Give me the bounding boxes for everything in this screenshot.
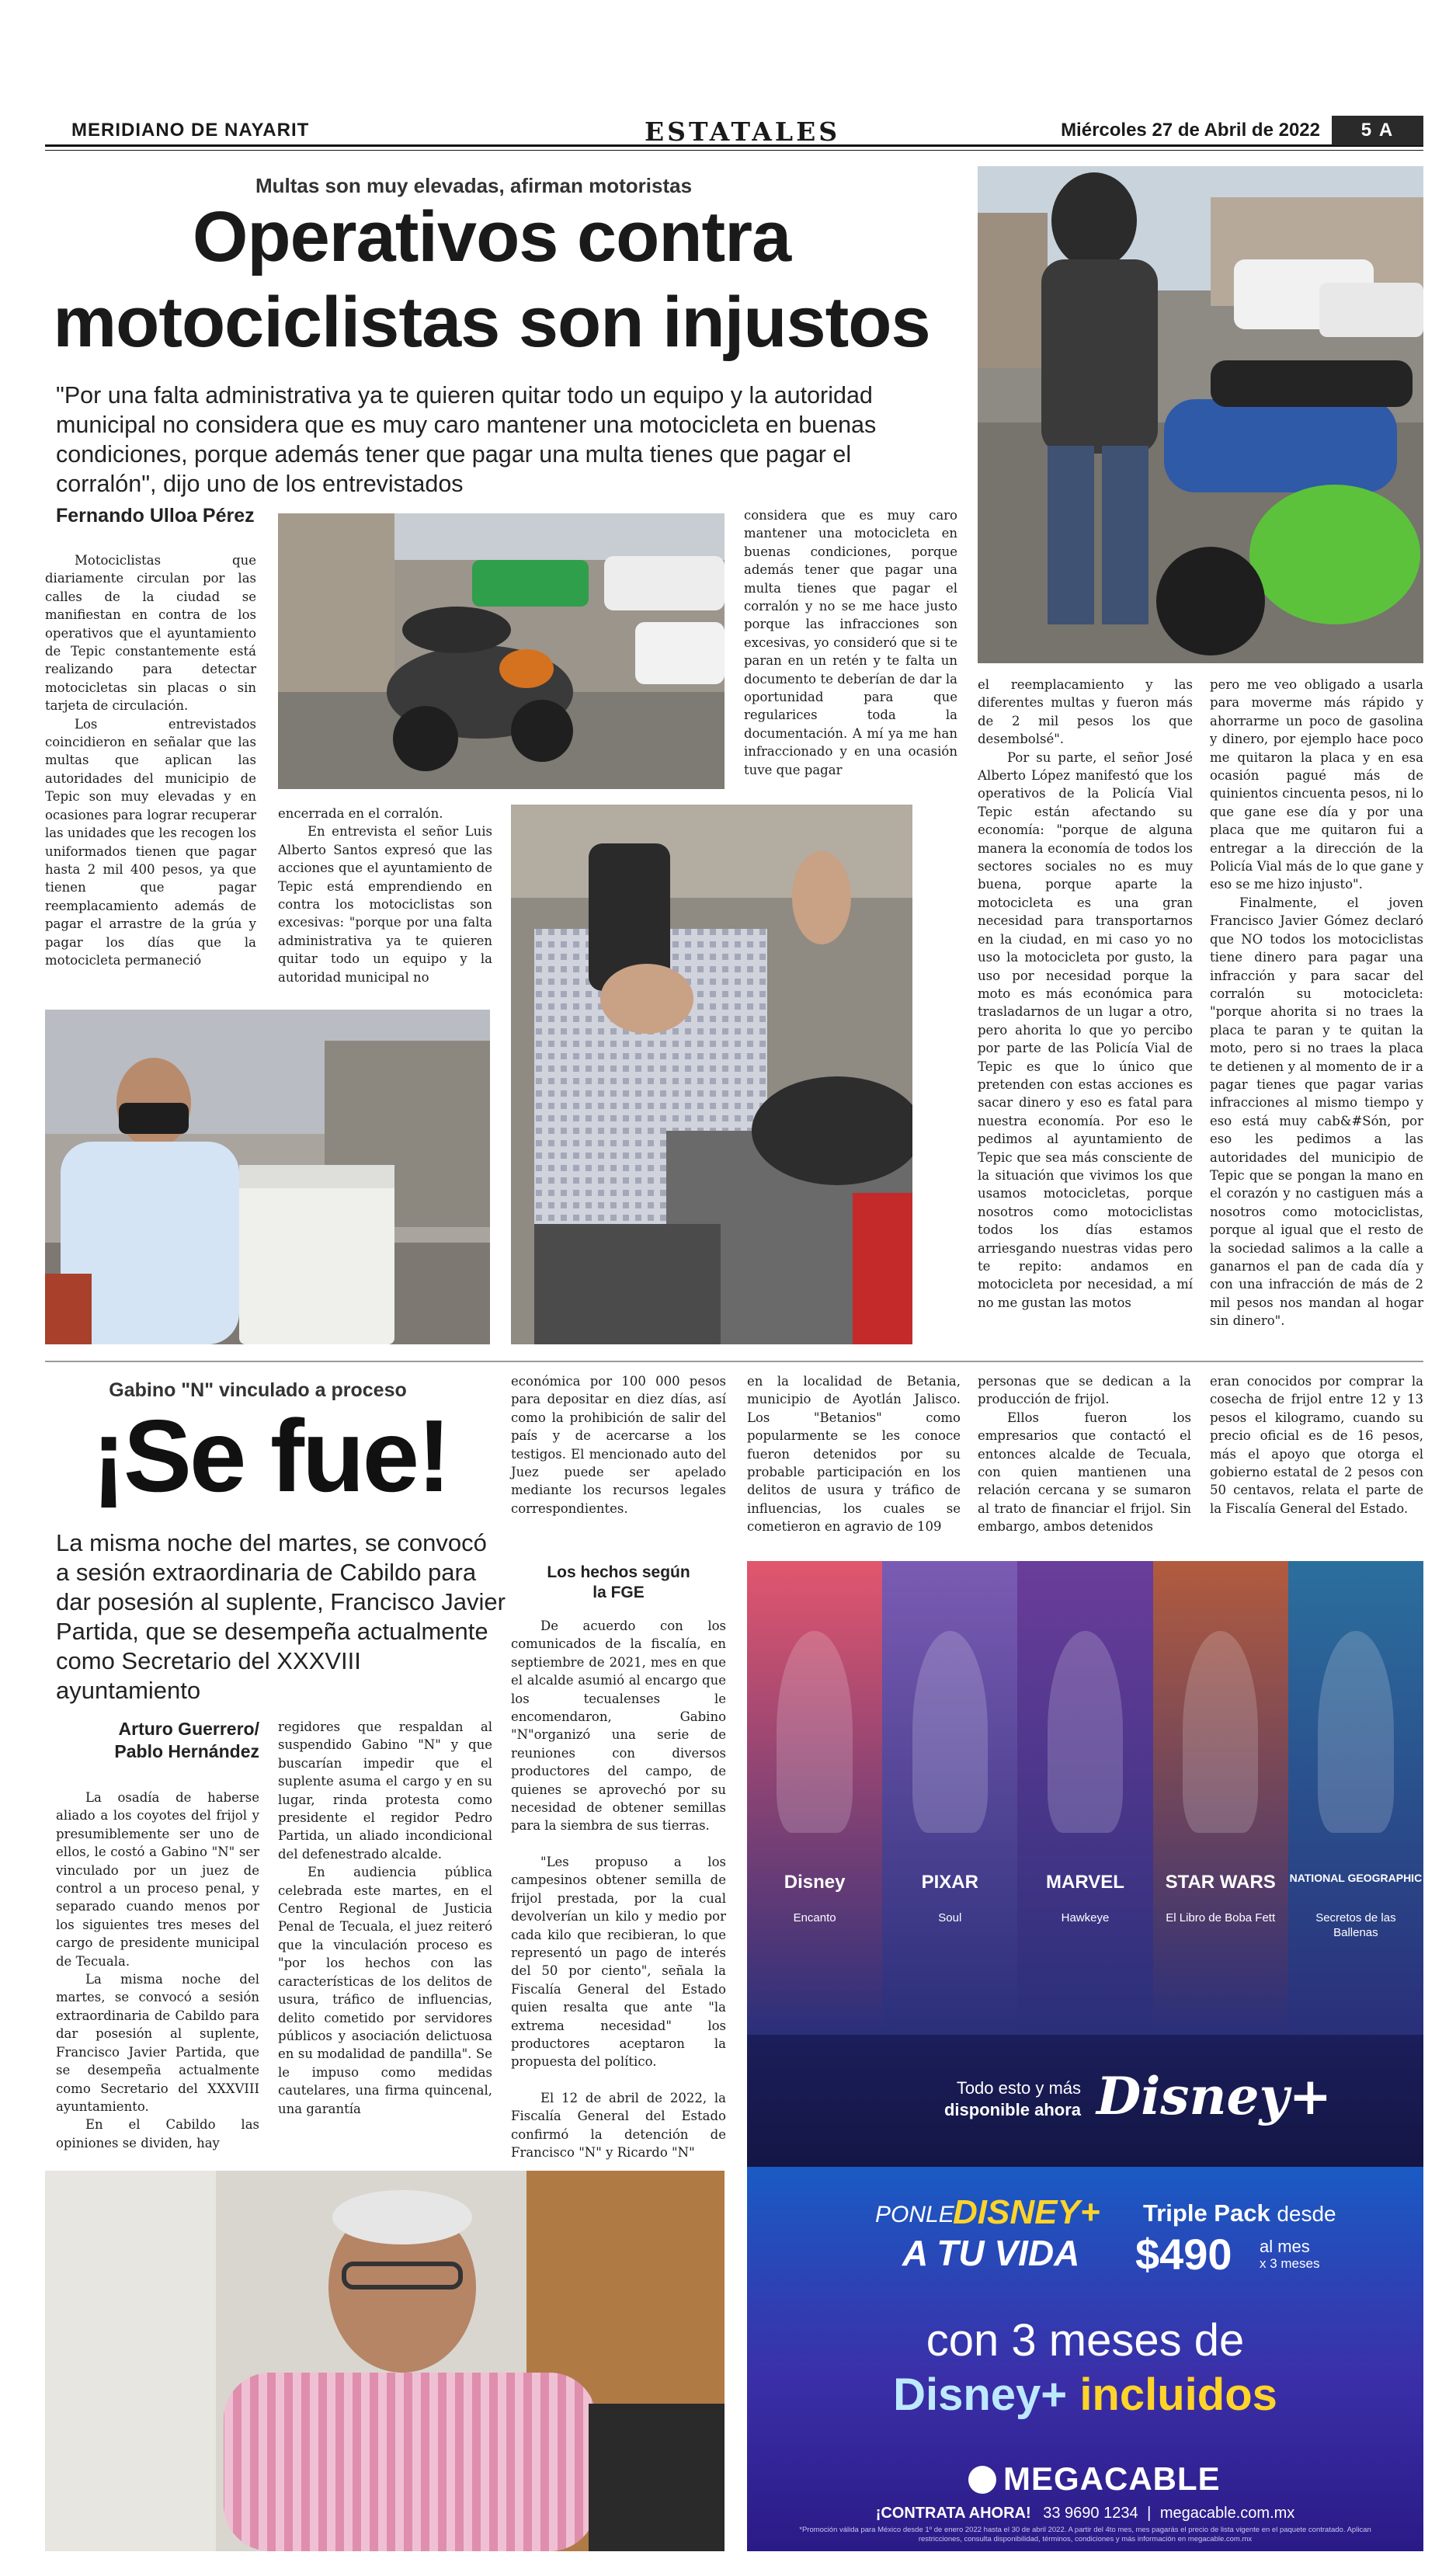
story1-column-1 — [45, 551, 256, 969]
story1-column-4 — [978, 676, 1193, 1312]
story2-subhead — [511, 1563, 726, 1603]
ad-incluidos-line — [747, 2369, 1423, 2421]
ad-brand-panel — [747, 1561, 882, 2035]
ad-character-figure — [912, 1631, 989, 1833]
story2-col1-paragraph: La osadía de haberse aliado a los coyotes del frijol y presumiblemente ser uno de ellos, le costó a Gabino "N" ser vinculado por un juez de control a un proceso penal, y separado cuando menos por los siguientes tres meses del cargo de presidente municipal de Tecuala. — [56, 1790, 259, 1969]
story-divider — [45, 1361, 1423, 1362]
story1-col1-paragraph: Los entrevistados coincidieron en señalar que las multas que aplican las autoridades del municipio de Tepic son muy elevadas y en ocasiones para lograr recuperar las unidades que les recogen los uniformados tienen que pagar hasta 2 mil 400 pesos, ya que tienen que pagar reemplacamiento además de pagar el arrastre de la grúa y pagar los días que la motocicleta permaneció — [45, 716, 256, 968]
ad-brand-panel — [882, 1561, 1017, 2035]
story2-col4-paragraph: en la localidad de Betania, municipio de Ayotlán Jalisco. Los "Betanios" como popularmente se les conoce fueron detenidos por su probable participación en los delitos de usura y tráfico de influencias, los cuales se cometieron en agravio de 109 — [747, 1374, 961, 1535]
ad-disneyplus-logo: Disney+ — [1096, 2066, 1333, 2126]
ad-brand-panel — [1153, 1561, 1288, 2035]
ad-movie-panel — [747, 1561, 1423, 2035]
story2-col3-paragraph: De acuerdo con los comunicados de la fiscalía, en septiembre de 2021, mes en que el alcalde asumió al encargo que los tecualenses le encomendaron, Gabino "N"organizó una serie de reuniones con diversos productores del campo, de quienes se aprovechó por su necesidad de obtener semillas para la siembra de sus tierras. — [511, 1618, 726, 1834]
story2-column-6 — [1210, 1372, 1423, 1518]
ad-phone[interactable]: 33 9690 1234 — [1043, 2505, 1138, 2522]
story1-col2-paragraph: En entrevista el señor Luis Alberto Santos expresó que las acciones que el ayuntamiento de Tepic está emprendiendo en contra los motociclistas son excesivas: "porque por una falta administrativa ya te quieren quitar todo un equipo y la autoridad municipal no — [278, 824, 492, 985]
story1-col4-paragraph: el reemplacamiento y las diferentes multas y fueron más de 2 mil pesos los que desembolsé". — [978, 677, 1193, 747]
ad-times: x 3 meses — [1260, 2256, 1320, 2271]
page-number: 5 A — [1332, 116, 1423, 145]
photo-parked-motorcycles — [278, 513, 725, 789]
photo-motorcyclist-helmet — [978, 166, 1423, 663]
story2-column-2 — [278, 1718, 492, 2118]
story2-deck: La misma noche del martes, se convocó a sesión extraordinaria de Cabildo para dar posesión al suplente, Francisco Javier Partida, que se desempeña actualmente como Secretario del XXXVIII ayuntamiento — [56, 1529, 506, 1704]
ad-fineprint: *Promoción válida para México desde 1º de enero 2022 hasta el 30 de abril 2022. A partir del 4to mes, mes pagarás el precio de lista vigente en el paquete contratado. Aplican restricciones, consulta disponibilidad, términos, condiciones y más información en megacable.com.mx — [799, 2526, 1371, 2543]
ad-disneyplus-band — [747, 2035, 1423, 2167]
story1-deck: "Por una falta administrativa ya te quieren quitar todo un equipo y la autoridad municipal no considera que es muy caro mantener una motocicleta en buenas condiciones, porque además tener que pagar una multa tienes que pagar el corralón", dijo uno de los entrevistados — [56, 382, 877, 497]
photo-man-with-cooler — [45, 1010, 490, 1344]
story1-byline: Fernando Ulloa Pérez — [56, 505, 255, 527]
story2-col2-paragraph: regidores que respaldan al suspendido Gabino "N" y que buscarían impedir que el suplente asuma el cargo y en su lugar, rinda protesta como presidente el regidor Pedro Partida, un aliado incondicional del defenestrado alcalde. — [278, 1719, 492, 1862]
ad-brand-title: El Libro de Boba Fett — [1166, 1911, 1276, 1924]
story1-col1-paragraph: Motociclistas que diariamente circulan por las calles de la ciudad se manifiestan en contra de los operativos que el ayuntamiento de Tepic constantemente está realizando para detectar motocicletas sin placas o sin tarjeta de circulación. — [45, 553, 256, 714]
ad-brand-title: Secretos de las Ballenas — [1315, 1911, 1396, 1939]
story2-col1-paragraph: En el Cabildo las opiniones se dividen, hay — [56, 2117, 259, 2150]
megacable-logo-icon — [968, 2466, 996, 2494]
ad-offer-panel — [747, 2167, 1423, 2551]
story2-column-1 — [56, 1789, 259, 2152]
ad-incluidos-brand: Disney+ — [893, 2370, 1068, 2420]
story1-column-5 — [1210, 676, 1423, 1330]
story1-col5-paragraph: pero me veo obligado a usarla para moverme más rápido y ahorrarme un poco de gasolina y dinero, por ejemplo hace poco me quitaron la placa y en esa ocasión pagué más de quinientos cincuenta pesos, ni lo que gane ese día y por una placa que me quitaron fui a entregar a la dirección de la Policía Vial más de lo que gane y eso se me hizo injusto". — [1210, 677, 1423, 892]
ad-megacable: MEGACABLE — [1003, 2460, 1221, 2497]
story2-column-3 — [511, 1372, 726, 1518]
ad-triple-pack — [1143, 2199, 1336, 2227]
ad-brand-logo: NATIONAL GEOGRAPHIC — [1289, 1872, 1423, 1884]
ad-brand-logo: STAR WARS — [1165, 1872, 1276, 1893]
story2-col3-paragraph: "Les propuso a los campesinos obtener semilla de frijol prestada, por la cual devolverían un kilo y medio por cada kilo que recibieran, lo que representó un pago de interés del 50 por ciento", señala la Fiscalía General del Estado quien resalta que ante "la extrema necesidad" los productores aceptaron la propuesta del político. — [511, 1854, 726, 2070]
ad-ponle-brand: DISNEY+ — [953, 2193, 1100, 2231]
story2-col3-paragraph: El 12 de abril de 2022, la Fiscalía General del Estado confirmó la detención de Francisco "N" y Ricardo "N" — [511, 2090, 726, 2160]
story1-col5-paragraph: Finalmente, el joven Francisco Javier Gómez declaró que NO todos los motociclistas tiene dinero para pagar una infracción y para sacar del corralón su motocicleta: "porque ahorita si no traes la placa te paran y te quitan la moto, pero si no traes la placa te detienen y al momento de ir a pagar tienes que pagar varias infracciones al mismo tiempo y eso está muy cab&#Són, por eso les pedimos a las autoridades del municipio de Tepic que se pongan la mano en el corazón y no castiguen más a nosotros como motociclistas, porque al igual que el resto de la sociedad salimos a la calle a ganarnos el pan de cada día y con una infracción de más de 2 mil pesos nos mandan al hogar sin dinero". — [1210, 895, 1423, 1329]
story1-headline-line1: Operativos contra — [192, 197, 791, 276]
ad-available-text — [926, 2077, 1081, 2121]
story1-column-2 — [278, 805, 492, 986]
story1-headline-line2: motociclistas son injustos — [53, 283, 930, 362]
ad-price-terms — [1260, 2238, 1319, 2272]
story1-column-3 — [744, 506, 957, 779]
story2-column-5 — [978, 1372, 1191, 1536]
ad-brand-title: Encanto — [793, 1911, 836, 1924]
ad-web[interactable]: megacable.com.mx — [1159, 2505, 1295, 2522]
ad-price: $490 — [1135, 2230, 1232, 2279]
ad-brand-logo: PIXAR — [921, 1872, 978, 1893]
photo-man-with-phone — [511, 805, 912, 1344]
story2-headline: ¡Se fue! — [91, 1399, 450, 1513]
ad-character-figure — [1183, 1631, 1259, 1833]
ad-brand-panel — [1288, 1561, 1423, 2035]
ad-triple-pack-label: Triple Pack — [1143, 2199, 1270, 2227]
story1-col4-paragraph: Por su parte, el señor José Alberto López manifestó que los operativos de la Policía Vial Tepic están afectando su economía: "porque de alguna manera la economía de todos los sectores sociales no es muy buena, porque aparte la motocicleta es una gran necesidad para transportarnos en la ciudad, en mi caso yo no uso la motocicleta por gusto, la uso por necesidad porque la moto es más económica para trasladarnos de un lugar a otro, pero ahorita lo que yo percibo por parte de las Policía Vial de Tepic es que lo único que pretenden con estas acciones es sacar dinero y eso es fatal para nuestra economía. Por eso le pedimos al ayuntamiento de Tepic que sea más consciente de la situación que vivimos los que usamos motocicletas, porque nosotros como motociclistas todos los días estamos arriesgando nuestras vidas pero te repito: andamos en motocicleta por necesidad, a mí no me gustan las motos — [978, 749, 1193, 1310]
ad-character-figure — [1048, 1631, 1124, 1833]
story2-col3-paragraph: económica por 100 000 pesos para depositar en diez días, así como la prohibición de salir del país y de acercarse a los testigos. El mencionado auto del Juez puede ser apelado mediante los recursos legales correspondientes. — [511, 1374, 726, 1516]
photo-official-at-desk — [45, 2171, 725, 2551]
story2-col5-paragraph: Ellos fueron los empresarios que contactó el entonces alcalde de Tecuala, con quien mantienen una relación cercana y se sumaron al trato de financiar el frijol. Sin embargo, ambos detenidos — [978, 1410, 1191, 1535]
section-name: ESTATALES — [645, 116, 841, 147]
story1-kicker: Multas son muy elevadas, afirman motoristas — [255, 174, 693, 197]
ad-incluidos: incluidos — [1079, 2370, 1277, 2420]
story2-col6-paragraph: eran conocidos por comprar la cosecha de frijol entre 12 y 13 pesos el kilogramo, cuando su precio oficial es de 16 pesos, más el apoyo que otorga el gobierno estatal de 2 pesos con 50 centavos, relata el parte de la Fiscalía General del Estado. — [1210, 1374, 1423, 1516]
ad-brand-logo: Disney — [784, 1872, 846, 1893]
ad-brand-logo: MARVEL — [1046, 1872, 1124, 1893]
ad-brand-title: Soul — [938, 1911, 962, 1924]
ad-brand-panel — [1017, 1561, 1152, 2035]
story2-byline-line2: Pablo Hernández — [114, 1741, 259, 1761]
story1-col3-paragraph: considera que es muy caro mantener una motocicleta en buenas condiciones, porque además tener que pagar una multa tienes que pagar el corralón y no se me hace justo porque las infracciones son excesivas, yo consideró que si te paran en un retén y te falta un documento te deberían de dar la oportunidad para que regularices toda la documentación. A mí ya me han infraccionado y en una ocasión tuve que pagar — [744, 508, 957, 777]
story2-byline-line1: Arturo Guerrero/ — [118, 1719, 259, 1739]
ad-contact-line[interactable]: ¡CONTRATA AHORA! 33 9690 1234 | megacable.com.mx — [875, 2505, 1295, 2522]
story2-subhead-line2: la FGE — [592, 1584, 645, 1601]
ad-available-line1: Todo esto y más — [956, 2078, 1081, 2098]
ad-ponle: PONLE — [875, 2202, 954, 2227]
story2-column-4 — [747, 1372, 961, 1536]
story1-col2-paragraph: encerrada en el corralón. — [278, 806, 443, 821]
story2-byline — [56, 1718, 259, 1763]
ad-available-line2: disponible ahora — [943, 2100, 1081, 2119]
story2-col1-paragraph: La misma noche del martes, se convocó a sesión extraordinaria de Cabildo para dar posesión al suplente, Francisco Javier Partida, que se desempeña actualmente como Secretario del XXXVIII ayuntamiento. — [56, 1972, 259, 2114]
ad-character-figure — [1318, 1631, 1394, 1833]
ad-contrata: ¡CONTRATA AHORA! — [875, 2505, 1031, 2522]
ad-a-tu-vida: A TU VIDA — [902, 2233, 1080, 2273]
disney-megacable-ad[interactable] — [747, 1561, 1423, 2551]
header-bottom-rule — [45, 150, 1423, 151]
story2-subhead-line1: Los hechos según — [547, 1563, 690, 1581]
issue-date: Miércoles 27 de Abril de 2022 — [1061, 120, 1320, 141]
publication-name: MERIDIANO DE NAYARIT — [71, 120, 310, 141]
story2-col5-paragraph: personas que se dedican a la producción de frijol. — [978, 1374, 1191, 1407]
ad-desde: desde — [1277, 2202, 1336, 2226]
ad-brand-title: Hawkeye — [1061, 1911, 1110, 1924]
ad-per-month: al mes — [1260, 2237, 1310, 2256]
story2-kicker: Gabino "N" vinculado a proceso — [109, 1379, 407, 1401]
story2-column-3b — [511, 1617, 726, 2161]
ad-con-meses: con 3 meses de — [926, 2315, 1245, 2366]
story2-col2-paragraph: En audiencia pública celebrada este martes, en el Centro Regional de Justicia Penal de Tecuala, el juez reiteró que la vinculación proceso es "por los hechos con las características de los delitos de usura, tráfico de influencias, delito cometido por servidores públicos y asociación delictuosa en su modalidad de pandilla". Se le impuso como medidas cautelares, una firma quincenal, una garantía — [278, 1865, 492, 2116]
ad-character-figure — [777, 1631, 853, 1833]
story1-headline — [45, 194, 938, 365]
